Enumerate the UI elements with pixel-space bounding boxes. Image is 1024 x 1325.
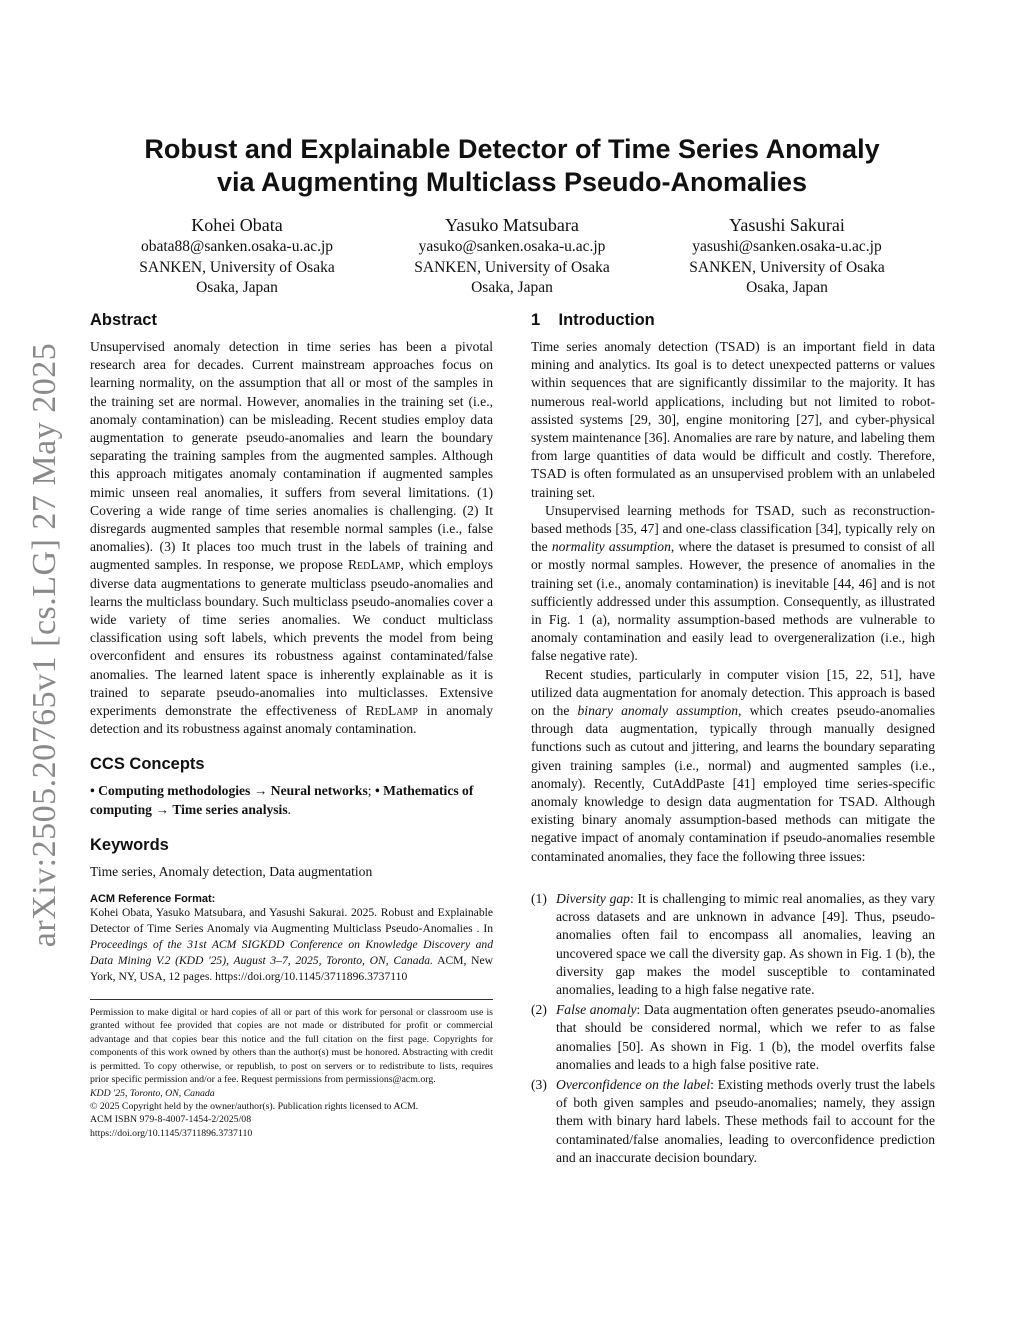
doi-link[interactable]: https://doi.org/10.1145/3711896.3737110 — [90, 1127, 253, 1139]
intro-paragraph-3: Recent studies, particularly in computer vision [15, 22, 51], have utilized data augmentation for anomaly detection. This approach is based on the binary anomaly assumption, which creates pseudo-anomalies through data augmentation, typically through manually designed functions such as cutout and jittering, and learns the boundary separating given training samples (i.e., normal) and augmented samples (i.e., anomaly). Recently, CutAddPaste [41] employed time series-specific anomaly knowledge to design data augmentation for TSAD. Although existing binary anomaly assumption-based methods can mitigate the negative impact of anomaly contamination if pseudo-anomalies resemble contaminated anomalies, they face the following three issues: — [531, 666, 935, 864]
author-block — [367, 213, 657, 299]
author-name: Kohei Obata — [191, 215, 283, 235]
author-location: Osaka, Japan — [471, 279, 553, 296]
intro-paragraph-2: Unsupervised learning methods for TSAD, such as reconstruction-based methods [35, 47] and one-class classification [34], typically rely on the normality assumption, where the dataset is presumed to consist of all or mostly normal samples. However, the presence of anomalies in the training set (i.e., anomaly contamination) is inevitable [44, 46] and is not sufficiently addressed under this assumption. Consequently, as illustrated in Fig. 1 (a), normality assumption-based methods are vulnerable to anomaly contamination and easily lead to overgeneralization (i.e., high false negative rate). — [531, 502, 936, 664]
author-block — [642, 213, 932, 299]
abstract-text: Unsupervised anomaly detection in time series has been a pivotal research area for decades. Current mainstream approaches focus on learning normality, on the assumption that all or most of the samples in the training set are normal. However, anomalies in the training set (i.e., anomaly contamination) can be misleading. Recent studies employ data augmentation to generate pseudo-anomalies and learn the boundary separating the training samples from the augmented samples. Although this approach mitigates anomaly contamination if augmented samples mimic unseen real anomalies, it suffers from several limitations. (1) Covering a wide range of time series anomalies is challenging. (2) It disregards augmented samples that resemble normal samples (i.e., false anomalies). (3) It places too much trust in the labels of training and augmented samples. In response, we propose RedLamp, which employs diverse data augmentations to generate multiclass pseudo-anomalies and learns the multiclass boundary. Such multiclass pseudo-anomalies cover a wide variety of time series anomalies. We conduct multiclass classification using soft labels, which prevents the model from being overconfident and ensures its robustness against contaminated/false anomalies. The learned latent space is inherently explainable as it is trained to separate pseudo-anomalies into multiclasses. Extensive experiments demonstrate the effectiveness of RedLamp in anomaly detection and its robustness against anomaly contamination. — [90, 339, 493, 737]
isbn-line: ACM ISBN 979-8-4007-1454-2/2025/08 — [90, 1114, 252, 1126]
copyright-line: © 2025 Copyright held by the owner/author(s). Publication rights licensed to ACM. — [90, 1100, 419, 1112]
introduction-heading: 1 Introduction — [531, 311, 655, 329]
acm-reference-text: Kohei Obata, Yasuko Matsubara, and Yasushi Sakurai. 2025. Robust and Explainable Detector of Time Series Anomaly via Augmenting Multiclass Pseudo-Anomalies . In Proceedings of the 31st ACM SIGKDD Conference on Knowledge Discovery and Data Mining V.2 (KDD '25), August 3–7, 2025, Toronto, ON, Canada. ACM, New York, NY, USA, 12 pages. https://doi.org/10.1145/3711896.3737110 — [90, 906, 493, 984]
issue-item: (2) False anomaly: Data augmentation often generates pseudo-anomalies that should be considered normal, which we refer to as false anomalies [50]. As shown in Fig. 1 (b), the model overfits false anomalies and leads to a high false positive rate. — [531, 1002, 935, 1072]
acm-reference-heading: ACM Reference Format: — [90, 893, 216, 906]
author-email: yasuko@sanken.osaka-u.ac.jp — [418, 238, 606, 255]
issue-item: (3) Overconfidence on the label: Existing methods overly trust the labels of both given samples and pseudo-anomalies; namely, they assign them with binary hard labels. These methods fail to account for the contaminated/false anomalies, leading to overconfidence prediction and an inaccurate decision boundary. — [531, 1076, 936, 1165]
keywords-text: Time series, Anomaly detection, Data augmentation — [90, 863, 373, 879]
abstract-heading: Abstract — [90, 311, 157, 329]
intro-paragraph-1: Time series anomaly detection (TSAD) is an important field in data mining and analytics. Its goal is to detect unexpected patterns or values within sequences that are significantly dissimilar to the majority. It has numerous real-world applications, including but not limited to robot-assisted systems [29, 30], engine monitoring [27], and cyber-physical system maintenance [36]. Anomalies are rare by nature, and labeling them from large quantities of data would be difficult and costly. Therefore, TSAD is often formulated as an unsupervised problem with an unlabeled training set. — [531, 339, 935, 500]
method-name: RedLamp — [365, 703, 418, 719]
title-line-1: Robust and Explainable Detector of Time Series Anomaly — [144, 134, 880, 164]
author-block — [92, 213, 382, 299]
keywords-heading: Keywords — [90, 835, 169, 854]
author-affiliation: SANKEN, University of Osaka — [139, 258, 335, 276]
conference-line: KDD '25, Toronto, ON, Canada — [90, 1087, 215, 1099]
author-name: Yasushi Sakurai — [729, 215, 845, 235]
paper-title — [90, 133, 934, 199]
permission-notice: Permission to make digital or hard copies of all or part of this work for personal or classroom use is granted without fee provided that copies are not made or distributed for profit or commercial advantage and that copies bear this notice and the full citation on the first page. Copyrights for components of this work owned by others than the author(s) must be honored. Abstracting with credit is permitted. To copy otherwise, or republish, to post on servers or to redistribute to lists, requires prior specific permission and/or a fee. Request permissions from permissions@acm.org. — [90, 1007, 493, 1086]
title-line-2: via Augmenting Multiclass Pseudo-Anomalies — [216, 167, 808, 197]
footnote-divider — [90, 999, 493, 1000]
issue-item: (1) Diversity gap: It is challenging to mimic real anomalies, as they vary across datasets and are unknown in advance [49]. Thus, pseudo-anomalies often fail to encompass all anomalies, leaving an uncovered space we call the diversity gap. As shown in Fig. 1 (b), the diversity gap makes the model susceptible to contaminated anomalies, leading to a high false negative rate. — [531, 890, 935, 997]
ccs-heading: CCS Concepts — [90, 755, 205, 774]
author-email: yasushi@sanken.osaka-u.ac.jp — [692, 238, 882, 255]
arxiv-side-label: arXiv:2505.20765v1 [cs.LG] 27 May 2025 — [26, 342, 63, 948]
author-email: obata88@sanken.osaka-u.ac.jp — [140, 238, 334, 255]
left-column — [90, 310, 493, 1140]
author-name: Yasuko Matsubara — [445, 215, 579, 235]
author-affiliation: SANKEN, University of Osaka — [689, 258, 885, 276]
author-location: Osaka, Japan — [196, 279, 278, 296]
right-column — [531, 310, 935, 1169]
ccs-concepts: • Computing methodologies → Neural networks; • Mathematics of computing → Time series analysis. — [90, 783, 474, 817]
author-location: Osaka, Japan — [746, 279, 828, 296]
method-name: RedLamp — [347, 557, 401, 573]
author-affiliation: SANKEN, University of Osaka — [414, 258, 610, 276]
